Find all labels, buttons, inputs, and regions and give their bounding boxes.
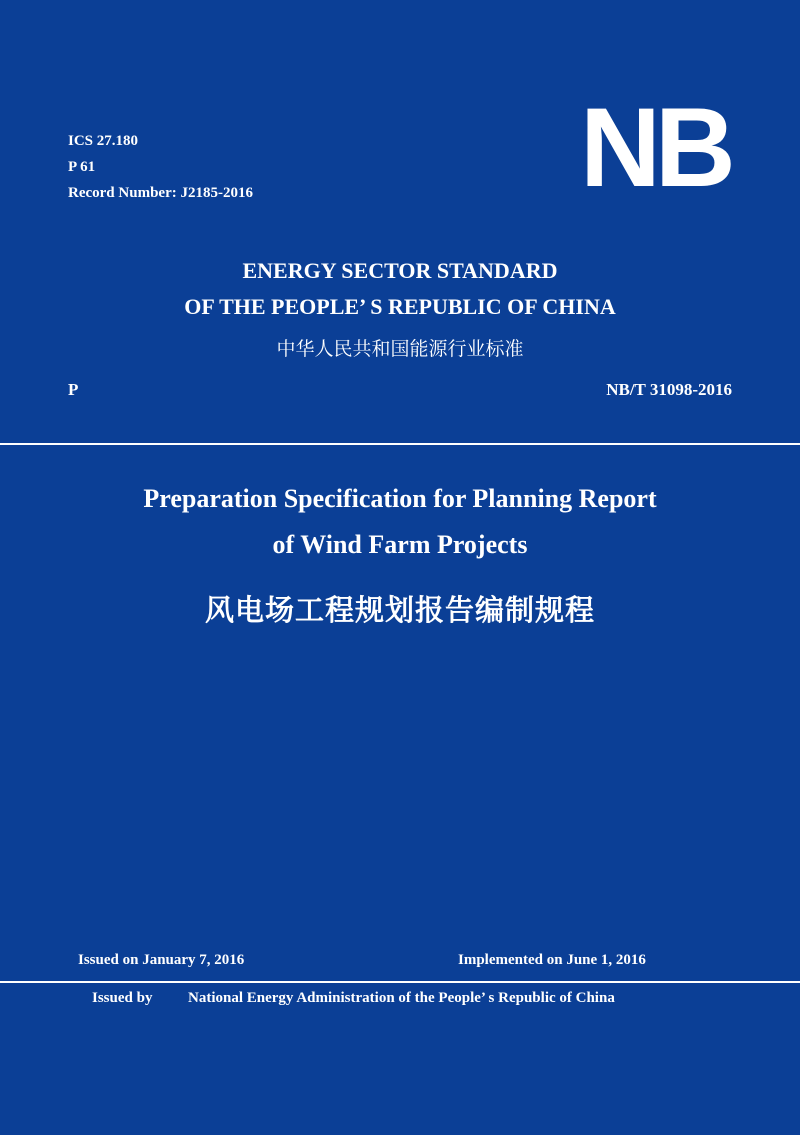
sector-title-line1: ENERGY SECTOR STANDARD <box>242 258 558 283</box>
top-divider <box>0 443 800 445</box>
issuer-name: National Energy Administration of the People’ s Republic of China <box>188 990 615 1006</box>
sector-title-line2: OF THE PEOPLE’ S REPUBLIC OF CHINA <box>184 294 616 319</box>
document-title-en-line2: of Wind Farm Projects <box>272 530 528 559</box>
nb-logo: NB <box>580 85 730 210</box>
classification-letter: P <box>68 380 79 399</box>
issued-date: Issued on January 7, 2016 <box>78 952 245 968</box>
bottom-divider <box>0 981 800 983</box>
p-code: P 61 <box>68 159 96 175</box>
document-title-chinese: 风电场工程规划报告编制规程 <box>204 593 595 627</box>
sector-title-chinese: 中华人民共和国能源行业标准 <box>276 338 524 360</box>
implemented-date: Implemented on June 1, 2016 <box>458 952 646 968</box>
catalog-metadata <box>68 128 253 206</box>
issuer-label: Issued by <box>92 990 153 1006</box>
record-number: Record Number: J2185-2016 <box>68 185 253 201</box>
standard-number: NB/T 31098-2016 <box>606 380 732 399</box>
ics-code: ICS 27.180 <box>68 133 139 149</box>
document-title-en-line1: Preparation Specification for Planning Report <box>143 484 657 513</box>
